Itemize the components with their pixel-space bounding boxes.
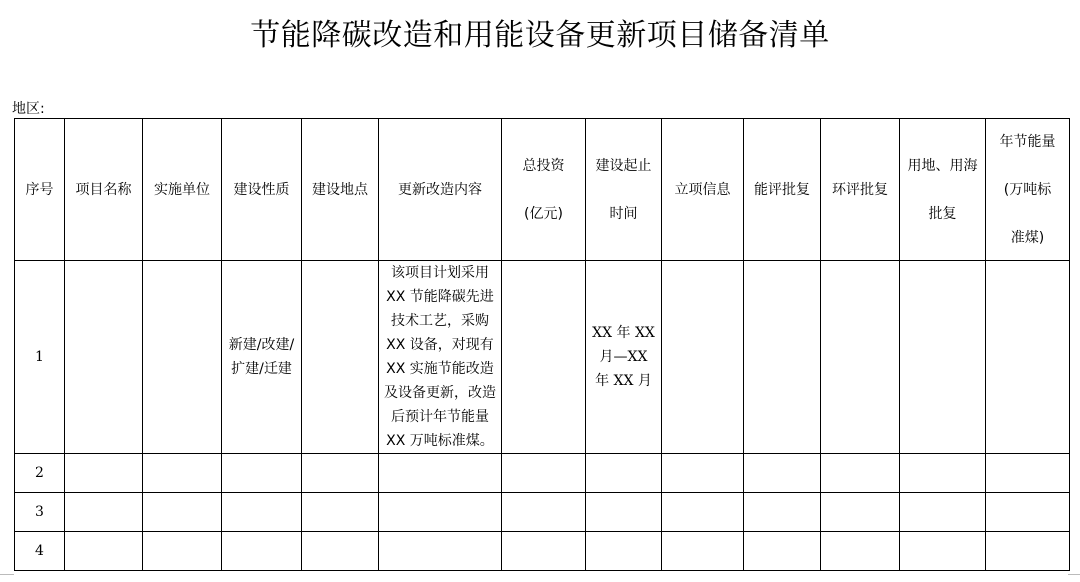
cell-total-investment bbox=[502, 261, 586, 454]
header-seq: 序号 bbox=[15, 119, 65, 261]
header-construction-nature: 建设性质 bbox=[222, 119, 302, 261]
cell-annual-energy-saving bbox=[986, 261, 1070, 454]
document-title: 节能降碳改造和用能设备更新项目储备清单 bbox=[250, 18, 830, 53]
table-row bbox=[15, 493, 1070, 532]
row-seq: 3 bbox=[15, 493, 65, 532]
region-label: 地区: bbox=[12, 101, 45, 117]
row-seq: 1 bbox=[15, 261, 65, 454]
construction-period-text: XX 年 XX 月—XX 年 XX 月 bbox=[592, 325, 655, 389]
header-renovation-content: 更新改造内容 bbox=[379, 119, 502, 261]
header-land-sea-approval: 用地、用海 批复 bbox=[900, 119, 986, 261]
construction-nature-text: 新建/改建/扩建/迁建 bbox=[228, 337, 295, 377]
cell-environment-review bbox=[821, 261, 900, 454]
header-construction-period: 建设起止 时间 bbox=[586, 119, 662, 261]
header-location: 建设地点 bbox=[302, 119, 379, 261]
row-seq: 2 bbox=[15, 454, 65, 493]
table-row bbox=[15, 261, 1070, 454]
table-row bbox=[15, 532, 1070, 571]
cell-energy-review bbox=[744, 261, 821, 454]
cell-renovation-content bbox=[379, 261, 502, 454]
header-total-investment: 总投资 (亿元) bbox=[502, 119, 586, 261]
header-implementer: 实施单位 bbox=[143, 119, 222, 261]
header-row bbox=[15, 119, 1070, 261]
header-energy-review: 能评批复 bbox=[744, 119, 821, 261]
cell-land-sea-approval bbox=[900, 261, 986, 454]
cell-project-name bbox=[65, 261, 143, 454]
header-project-name: 项目名称 bbox=[65, 119, 143, 261]
header-environment-review: 环评批复 bbox=[821, 119, 900, 261]
cell-implementer bbox=[143, 261, 222, 454]
header-approval-info: 立项信息 bbox=[662, 119, 744, 261]
renovation-content-text: 该项目计划采用XX 节能降碳先进技术工艺，采购XX 设备，对现有XX 实施节能改造及设备更新，改造后预计年节能量XX 万吨标准煤。 bbox=[384, 265, 496, 449]
cell-construction-nature bbox=[222, 261, 302, 454]
project-reserve-table bbox=[14, 118, 1070, 571]
cell-approval-info bbox=[662, 261, 744, 454]
cell-location bbox=[302, 261, 379, 454]
table-row bbox=[15, 454, 1070, 493]
header-annual-energy-saving: 年节能量 (万吨标 准煤) bbox=[986, 119, 1070, 261]
cell-construction-period bbox=[586, 261, 662, 454]
row-seq: 4 bbox=[15, 532, 65, 571]
